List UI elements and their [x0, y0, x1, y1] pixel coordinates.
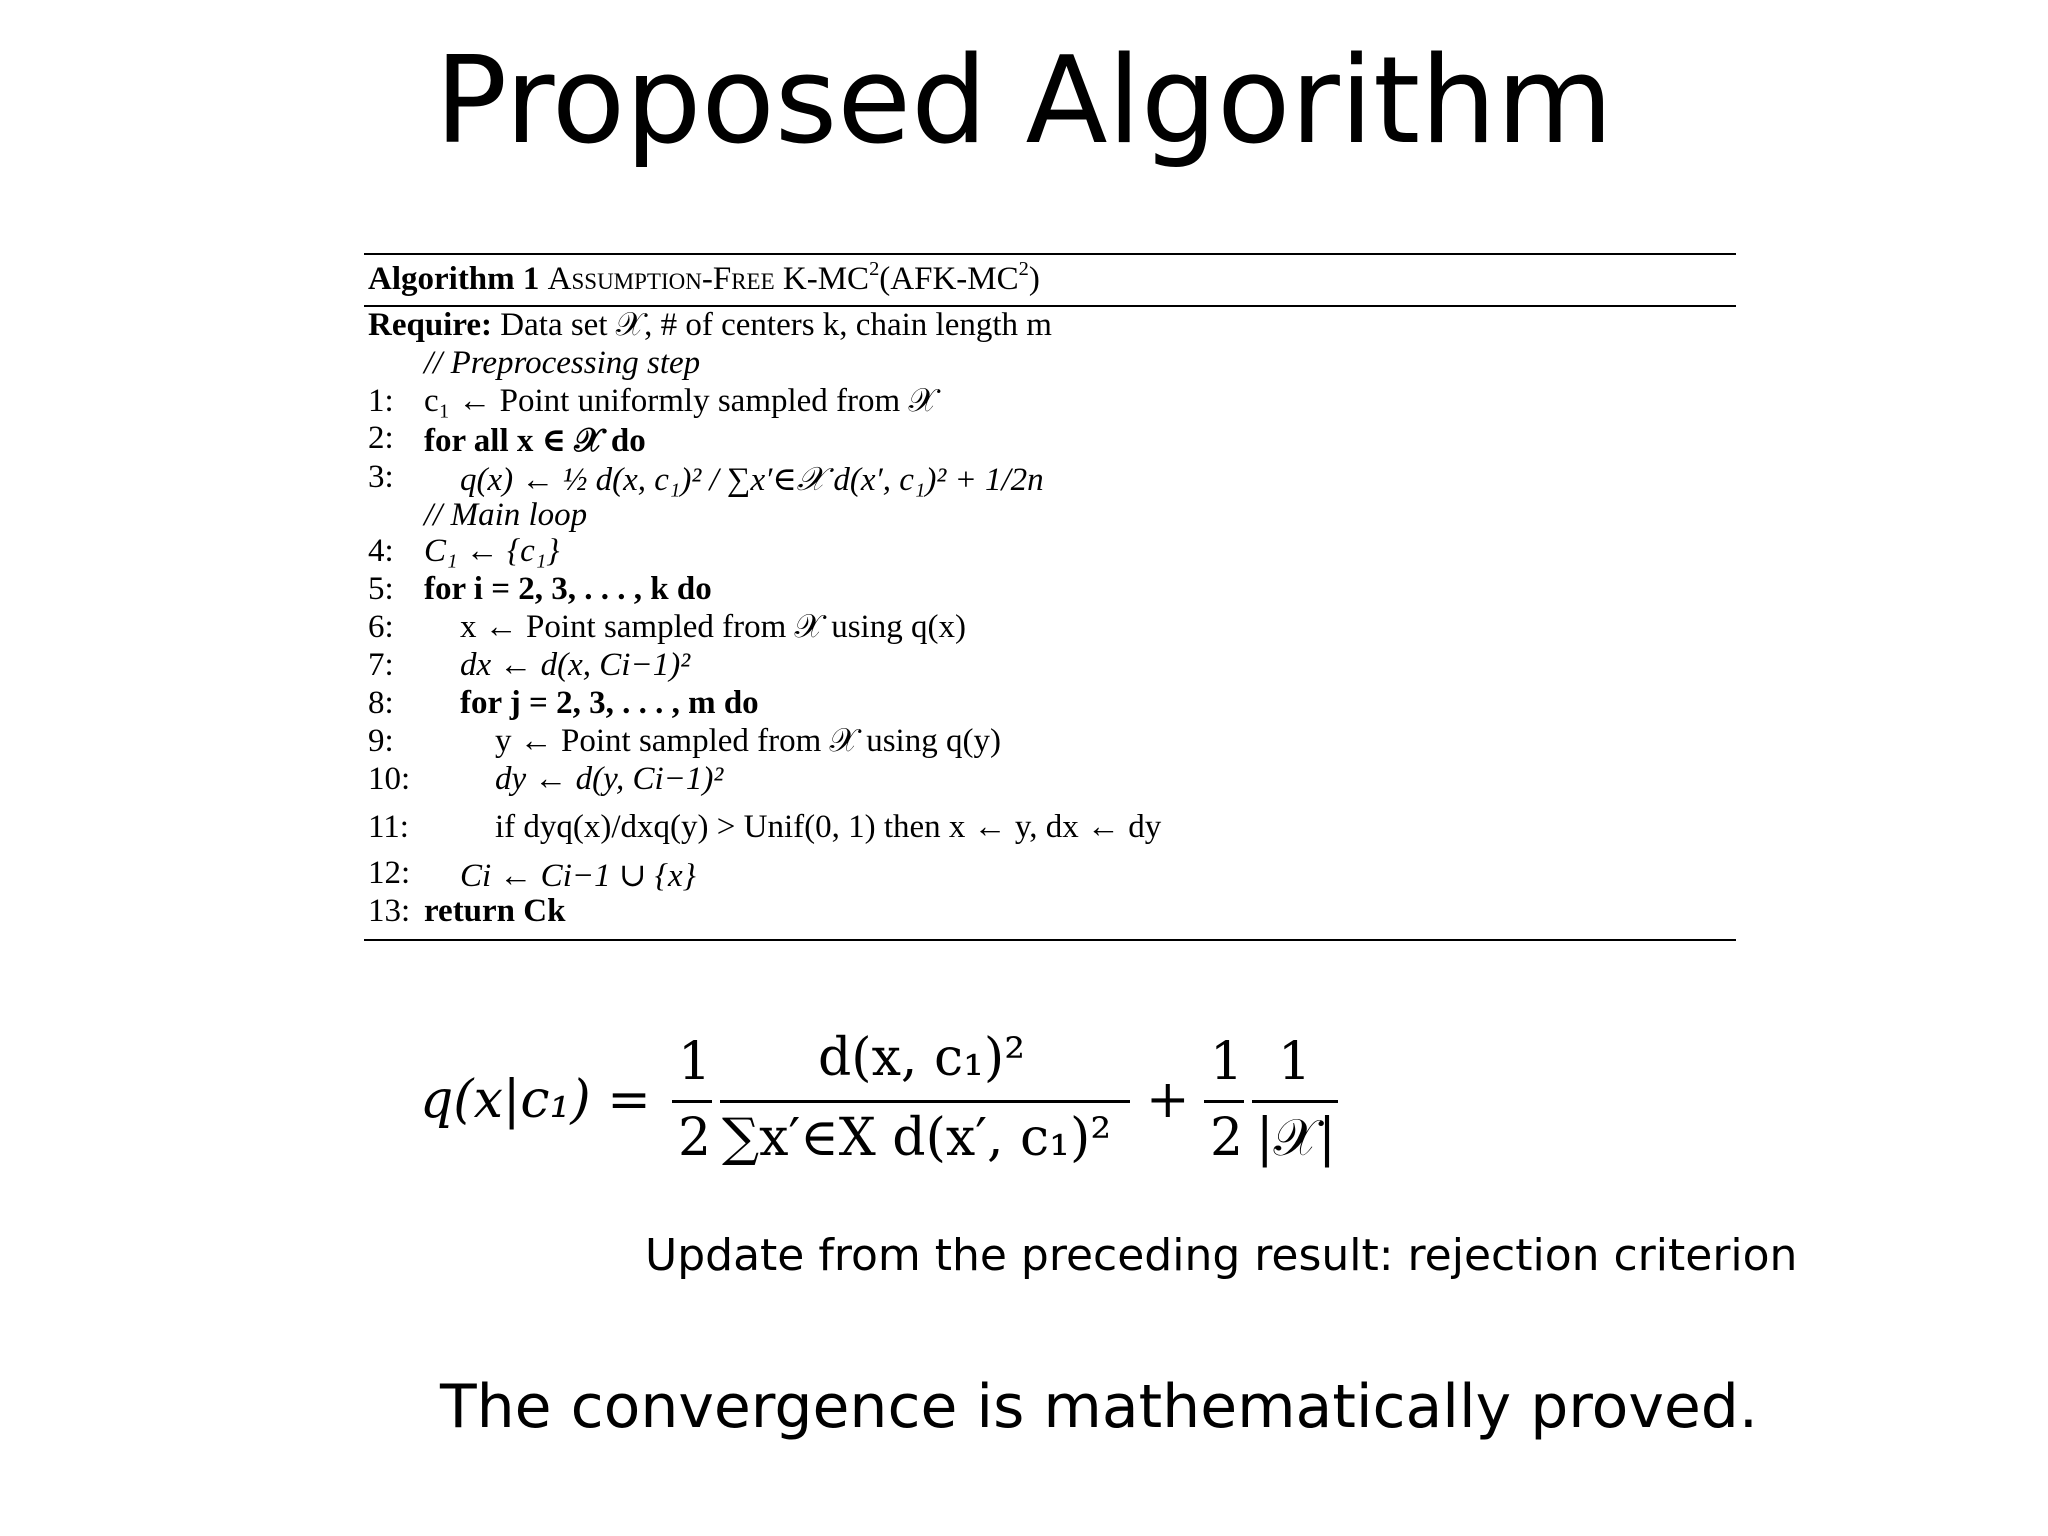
line-number: 5: [368, 571, 394, 607]
algorithm-header [368, 257, 1040, 298]
formula-lhs: q(x|c₁) = [420, 1070, 651, 1130]
formula-plus: + [1146, 1070, 1190, 1130]
line-text: // Preprocessing step [424, 345, 701, 381]
line-number: 4: [368, 533, 394, 569]
formula-last-den: |𝒳| [1256, 1108, 1336, 1168]
line-number: 9: [368, 723, 394, 759]
line-text: Ci ← Ci−1 ∪ {x} [460, 858, 696, 894]
line-number: 8: [368, 685, 394, 721]
formula-half2-den: 2 [1210, 1108, 1244, 1168]
line-text: for j = 2, 3, . . . , m do [460, 685, 759, 721]
formula-main-den: ∑x′∈X d(x′, c₁)² [722, 1108, 1112, 1168]
line-text: dy ← d(y, Ci−1)² [495, 761, 724, 797]
bottom-rule [364, 939, 1736, 941]
sampling-formula [420, 1018, 1360, 1178]
require-text: Data set 𝒳, # of centers k, chain length m [500, 307, 1052, 343]
line-text: C₁ ← {c₁} [424, 533, 560, 569]
line-text: q(x) ← ½ d(x, c₁)² / ∑x′∈𝒳 d(x′, c₁)² + 1/2n [460, 462, 1044, 498]
line-number: 6: [368, 609, 394, 645]
require-line [368, 307, 1052, 344]
formula-half-bar [672, 1100, 712, 1103]
line-text: y ← Point sampled from 𝒳 using q(y) [495, 723, 1001, 759]
line-text: for i = 2, 3, . . . , k do [424, 571, 712, 607]
formula-half2-num: 1 [1210, 1032, 1244, 1092]
algorithm-name: Assumption-Free K-MC [547, 261, 870, 297]
formula-last-bar [1252, 1100, 1338, 1103]
algorithm-abbrev: (AFK-MC [879, 261, 1019, 297]
line-number: 12: [368, 855, 411, 891]
algorithm-name-sup: 2 [869, 257, 880, 280]
formula-half-den: 2 [678, 1108, 712, 1168]
conclusion-text: The convergence is mathematically proved. [440, 1372, 1758, 1442]
formula-half-num: 1 [678, 1032, 712, 1092]
line-number: 13: [368, 893, 411, 929]
rejection-caption: Update from the preceding result: rejection criterion [645, 1230, 1798, 1281]
line-text: x ← Point sampled from 𝒳 using q(x) [460, 609, 966, 645]
top-rule [364, 253, 1736, 255]
line-text: dx ← d(x, Ci−1)² [460, 647, 691, 683]
formula-last-num: 1 [1278, 1032, 1312, 1092]
line-text: return Ck [424, 893, 566, 929]
algorithm-label: Algorithm 1 [368, 261, 540, 297]
formula-main-num: d(x, c₁)² [818, 1028, 1026, 1088]
line-number: 10: [368, 761, 411, 797]
line-text: for all x ∈ 𝒳 do [424, 423, 646, 459]
line-text: // Main loop [424, 497, 588, 533]
formula-main-bar [720, 1100, 1130, 1103]
formula-half2-bar [1204, 1100, 1244, 1103]
require-label: Require: [368, 307, 493, 343]
line-text: c₁ ← Point uniformly sampled from 𝒳 [424, 383, 937, 419]
line-number: 7: [368, 647, 394, 683]
algorithm-abbrev-close: ) [1028, 261, 1040, 297]
line-number: 2: [368, 420, 394, 456]
line-text: if dyq(x)/dxq(y) > Unif(0, 1) then x ← y, dx ← dy [495, 809, 1162, 845]
line-number: 3: [368, 459, 394, 495]
line-number: 11: [368, 809, 409, 845]
line-number: 1: [368, 383, 394, 419]
slide-title: Proposed Algorithm [434, 32, 1614, 171]
algorithm-abbrev-sup: 2 [1018, 257, 1029, 280]
